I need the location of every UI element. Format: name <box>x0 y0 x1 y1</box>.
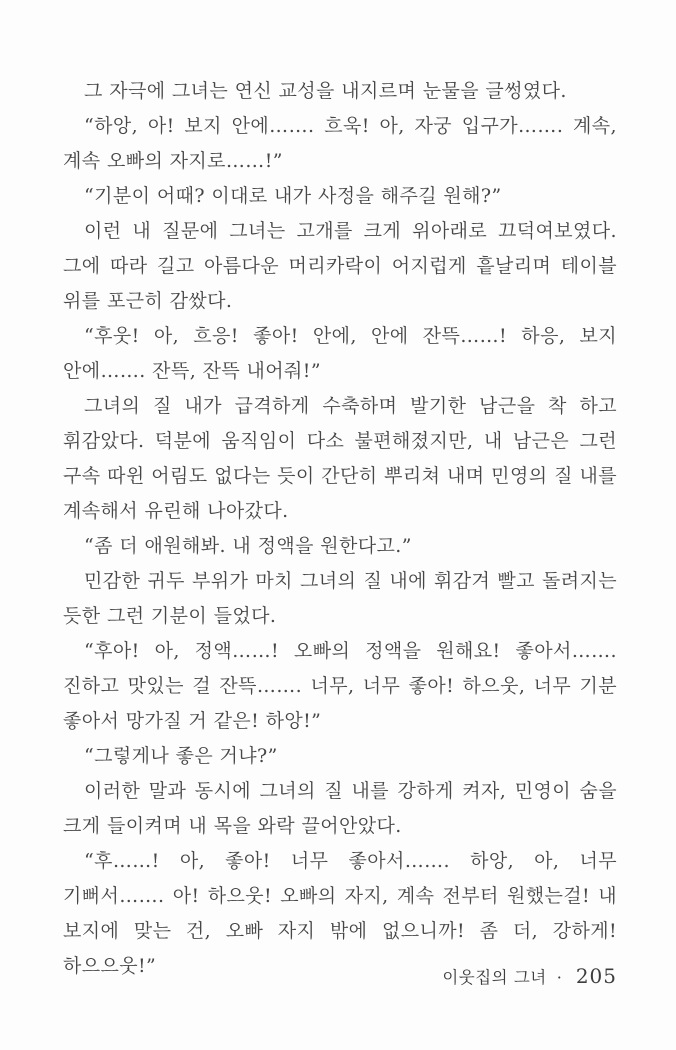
paragraph: “하앙, 아! 보지 안에……. 흐욱! 아, 자궁 입구가……. 계속, 계속 오빠의 자지로……!” <box>63 115 617 172</box>
paragraph: 민감한 귀두 부위가 마치 그녀의 질 내에 휘감겨 빨고 돌려지는 듯한 그런 기분이 들었다. <box>63 570 617 627</box>
paragraph: “후아! 아, 정액……! 오빠의 정액을 원해요! 좋아서……. 진하고 맛있는 걸 잔뜩……. 너무, 너무 좋아! 하으웃, 너무 기분 좋아서 망가질 거 같은! 하앙!” <box>63 640 617 732</box>
paragraph: 이런 내 질문에 그녀는 고개를 크게 위아래로 끄덕여보였다. 그에 따라 길고 아름다운 머리카락이 어지럽게 흩날리며 테이블 위를 포근히 감쌌다. <box>63 220 617 312</box>
page-number: 205 <box>575 964 617 988</box>
paragraph: “후웃! 아, 흐응! 좋아! 안에, 안에 잔뜩……! 하응, 보지 안에……. 잔뜩, 잔뜩 내어줘!” <box>63 325 617 382</box>
paragraph: “좀 더 애원해봐. 내 정액을 원한다고.” <box>84 535 412 557</box>
paragraph: “후……! 아, 좋아! 너무 좋아서……. 하앙, 아, 너무 기뻐서……. 아! 하으웃! 오빠의 자지, 계속 전부터 원했는걸! 내 보지에 맞는 건, 오빠 자지 밖에 없으니까! 좀 더, 강하게! 하으으웃!” <box>63 850 617 977</box>
page-footer <box>442 964 617 988</box>
paragraph: “그렇게나 좋은 거냐?” <box>84 745 278 767</box>
book-title: 이웃집의 그녀 <box>442 968 547 987</box>
paragraph: 그 자극에 그녀는 연신 교성을 내지르며 눈물을 글썽였다. <box>84 80 567 102</box>
paragraph: 이러한 말과 동시에 그녀의 질 내를 강하게 켜자, 민영이 숨을 크게 들이켜며 내 목을 와락 끌어안았다. <box>63 780 617 837</box>
paragraph: 그녀의 질 내가 급격하게 수축하며 발기한 남근을 착 하고 휘감았다. 덕분에 움직임이 다소 불편해졌지만, 내 남근은 그런 구속 따윈 어림도 없다는 듯이 간단히 뿌리쳐 내며 민영의 질 내를 계속해서 유린해 나아갔다. <box>63 395 617 522</box>
footer-separator-dot: · <box>556 968 562 987</box>
paragraph: “기분이 어때? 이대로 내가 사정을 해주길 원해?” <box>84 185 502 207</box>
body-text <box>63 74 617 984</box>
